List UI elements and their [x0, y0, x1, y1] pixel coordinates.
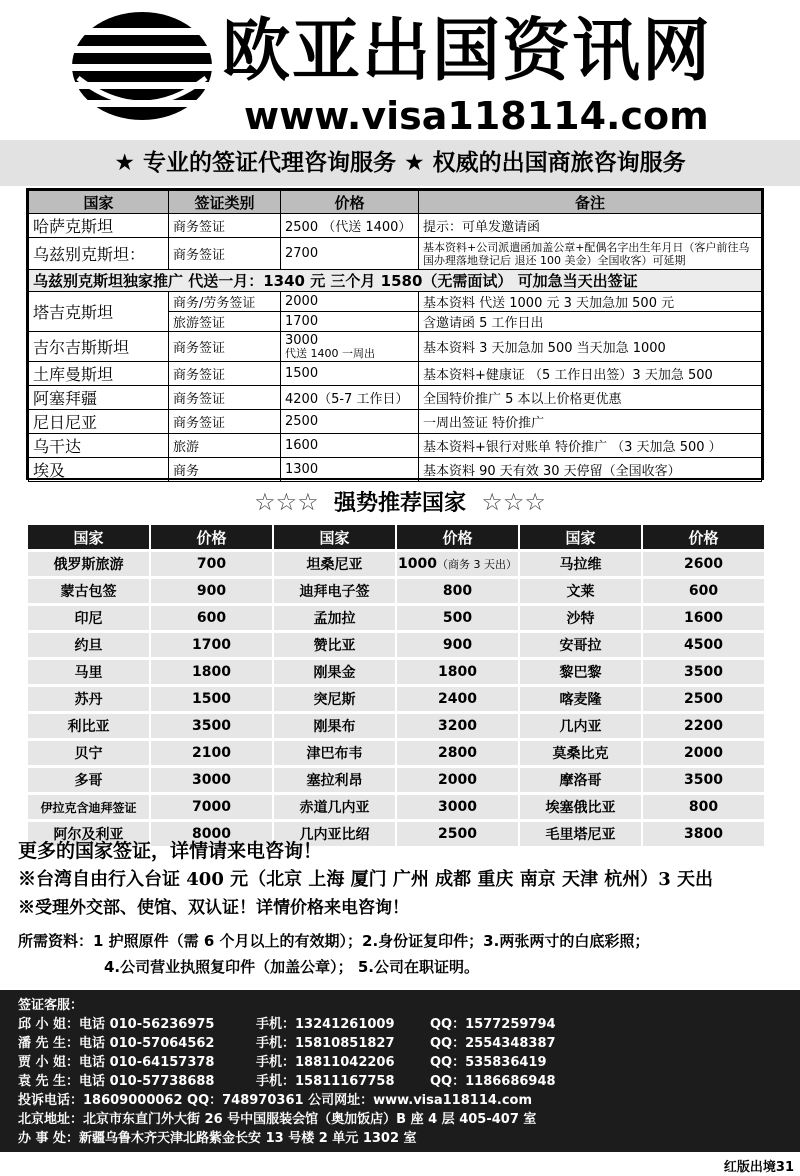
note-cell: 含邀请函 5 工作日出: [419, 312, 762, 332]
price-cell: [151, 714, 272, 738]
price-cell: [643, 660, 764, 684]
contact-mobile[interactable]: 手机：18811042206: [256, 1055, 395, 1070]
country-cell: 阿塞拜疆: [29, 386, 169, 410]
country-cell: 赞比亚: [274, 633, 395, 657]
country-cell: 摩洛哥: [520, 768, 641, 792]
visa-table-header: [29, 191, 762, 214]
col-header-country: 国家: [29, 191, 169, 214]
price-cell: [643, 687, 764, 711]
price-cell: 2000: [281, 292, 419, 312]
country-cell: 迪拜电子签: [274, 579, 395, 603]
page-label: 红版出境31: [723, 1160, 794, 1175]
price-cell: 2500: [281, 410, 419, 434]
contact-panel: [0, 990, 800, 1152]
price-cell: [151, 768, 272, 792]
contact-mobile[interactable]: 手机：15811167758: [256, 1074, 395, 1089]
price-value: 3500: [192, 718, 231, 734]
price-cell: [397, 552, 518, 576]
price-value: 800: [688, 799, 719, 815]
price-value: 3200: [438, 718, 477, 734]
price-value: 3000: [438, 799, 477, 815]
price-cell: [397, 714, 518, 738]
country-cell: 马里: [28, 660, 149, 684]
visa-price-table: [26, 188, 764, 480]
price-cell: [643, 714, 764, 738]
complaint-text[interactable]: 投诉电话：18609000062 QQ：748970361 公司网址：www.visa118114.com: [18, 1093, 533, 1108]
country-cell: 俄罗斯旅游: [28, 552, 149, 576]
type-cell: 商务签证: [169, 214, 281, 238]
col-header-note: 备注: [419, 191, 762, 214]
price-value: 2100: [192, 745, 231, 761]
note-cell: 基本资料+银行对账单 特价推广 （3 天加急 500 ）: [419, 434, 762, 458]
note-cell: 基本资料 90 天有效 30 天停留（全国收客）: [419, 458, 762, 482]
table-row: [29, 410, 762, 434]
price-value: 8000: [192, 826, 231, 842]
note-cell: 基本资料 代送 1000 元 3 天加急加 500 元: [419, 292, 762, 312]
table-row: [28, 552, 764, 576]
price-value: 800: [442, 583, 473, 599]
country-cell: 孟加拉: [274, 606, 395, 630]
price-cell: [397, 660, 518, 684]
type-cell: 商务签证: [169, 332, 281, 362]
recommend-title: 强势推荐国家: [333, 491, 466, 516]
price-cell: [397, 795, 518, 819]
price-cell: 1300: [281, 458, 419, 482]
type-cell: 商务: [169, 458, 281, 482]
price-value: 1800: [438, 664, 477, 680]
price-value: 2200: [684, 718, 723, 734]
footer: [0, 1152, 800, 1176]
contact-row: [18, 1072, 782, 1091]
price-cell: [643, 768, 764, 792]
type-cell: 商务签证: [169, 238, 281, 270]
country-cell: 津巴布韦: [274, 741, 395, 765]
table-row: [29, 362, 762, 386]
price-cell: [397, 606, 518, 630]
site-title: 欧亚出国资讯网: [222, 12, 713, 91]
price-cell: 4200（5-7 工作日）: [281, 386, 419, 410]
country-cell: 吉尔吉斯斯坦: [29, 332, 169, 362]
table-row: [28, 768, 764, 792]
price-value: 2800: [438, 745, 477, 761]
price-cell: [643, 741, 764, 765]
table-row: [29, 332, 762, 362]
price-cell: [643, 606, 764, 630]
note-cell: 全国特价推广 5 本以上价格更优惠: [419, 386, 762, 410]
price-cell: [151, 552, 272, 576]
recommend-table-header: [28, 525, 764, 549]
price-cell: [151, 606, 272, 630]
info-section: [18, 836, 788, 980]
col-header-price: 价格: [397, 525, 518, 549]
price-value: 700: [196, 556, 227, 572]
table-row: [28, 795, 764, 819]
country-cell: 刚果金: [274, 660, 395, 684]
price-value: 1700: [192, 637, 231, 653]
table-row: [28, 606, 764, 630]
embassy-service-note: ※受理外交部、使馆、双认证！详情价格来电咨询！: [18, 898, 409, 918]
required-docs-line-2: 4.公司营业执照复印件（加盖公章）； 5.公司在职证明。: [104, 958, 479, 976]
recommend-table: [26, 522, 766, 849]
note-cell: 基本资料 3 天加急加 500 当天加急 1000: [419, 332, 762, 362]
price-cell: [397, 633, 518, 657]
contact-phone[interactable]: 袁 先 生：电话 010-57738688: [18, 1074, 215, 1089]
price-sub: 代送 1400 一周出: [285, 346, 375, 360]
country-cell: 贝宁: [28, 741, 149, 765]
country-cell: 尼日尼亚: [29, 410, 169, 434]
taiwan-permit-note: ※台湾自由行入台证 400 元（北京 上海 厦门 广州 成都 重庆 南京 天津 杭州）3 天出: [18, 869, 714, 890]
country-cell: 莫桑比克: [520, 741, 641, 765]
price-cell: 1500: [281, 362, 419, 386]
contact-qq[interactable]: QQ：1186686948: [430, 1074, 556, 1089]
contact-phone[interactable]: 潘 先 生：电话 010-57064562: [18, 1036, 215, 1051]
price-cell: 1600: [281, 434, 419, 458]
price-note: （商务 3 天出）: [436, 558, 517, 571]
country-cell: 伊拉克含迪拜签证: [28, 795, 149, 819]
price-value: 2600: [684, 556, 723, 572]
country-cell: 阿尔及利亚: [28, 822, 149, 846]
country-cell: 乌兹别克斯坦：: [29, 238, 169, 270]
type-cell: 商务签证: [169, 410, 281, 434]
price-cell: [151, 633, 272, 657]
contact-qq[interactable]: QQ：1577259794: [430, 1017, 556, 1032]
contact-row: [18, 1034, 782, 1053]
globe-logo-icon: [68, 8, 216, 124]
price-cell: [281, 332, 419, 362]
price-cell: [151, 660, 272, 684]
country-cell: 多哥: [28, 768, 149, 792]
country-cell: 约旦: [28, 633, 149, 657]
table-row: [29, 458, 762, 482]
contact-row: [18, 1015, 782, 1034]
type-cell: 旅游签证: [169, 312, 281, 332]
type-cell: 商务签证: [169, 386, 281, 410]
country-cell: 埃塞俄比亚: [520, 795, 641, 819]
office-address-line: [18, 1129, 782, 1148]
contact-mobile[interactable]: 手机：13241261009: [256, 1017, 395, 1032]
col-header-country: 国家: [520, 525, 641, 549]
table-row: [29, 270, 762, 292]
contact-row: [18, 1053, 782, 1072]
table-row: [29, 214, 762, 238]
type-cell: 商务/劳务签证: [169, 292, 281, 312]
price-cell: [397, 768, 518, 792]
type-cell: 旅游: [169, 434, 281, 458]
country-cell: 塔吉克斯坦: [29, 292, 169, 332]
country-cell: 喀麦隆: [520, 687, 641, 711]
price-value: 1600: [684, 610, 723, 626]
col-header-country: 国家: [28, 525, 149, 549]
price-value: 3500: [684, 664, 723, 680]
price-value: 2000: [438, 772, 477, 788]
col-header-price: 价格: [151, 525, 272, 549]
promo-cell: 乌兹别克斯坦独家推广 代送一月：1340 元 三个月 1580（无需面试） 可加急当天出签证: [29, 270, 762, 292]
price-main: 3000: [285, 332, 319, 348]
more-countries-note: 更多的国家签证，详情请来电咨询！: [18, 840, 323, 862]
table-row: [29, 292, 762, 312]
price-value: 3500: [684, 772, 723, 788]
price-value: 2000: [684, 745, 723, 761]
price-value: 1800: [192, 664, 231, 680]
price-cell: [397, 741, 518, 765]
stars-right-icon: ☆☆☆: [481, 488, 546, 516]
site-url[interactable]: www.visa118114.com: [244, 94, 709, 138]
country-cell: 几内亚比绍: [274, 822, 395, 846]
header: [0, 0, 800, 140]
beijing-address-line: [18, 1110, 782, 1129]
price-value: 600: [196, 610, 227, 626]
price-value: 3800: [684, 826, 723, 842]
country-cell: 埃及: [29, 458, 169, 482]
note-cell: 一周出签证 特价推广: [419, 410, 762, 434]
price-cell: [151, 741, 272, 765]
price-value: 2500: [438, 826, 477, 842]
stars-left-icon: ☆☆☆: [254, 488, 319, 516]
country-cell: 沙特: [520, 606, 641, 630]
table-row: [28, 660, 764, 684]
price-cell: 1700: [281, 312, 419, 332]
price-cell: [397, 687, 518, 711]
country-cell: 安哥拉: [520, 633, 641, 657]
country-cell: 塞拉利昂: [274, 768, 395, 792]
price-cell: [643, 795, 764, 819]
price-cell: [151, 579, 272, 603]
country-cell: 乌干达: [29, 434, 169, 458]
contact-phone[interactable]: 邱 小 姐：电话 010-56236975: [18, 1017, 215, 1032]
country-cell: 利比亚: [28, 714, 149, 738]
contact-mobile[interactable]: 手机：15810851827: [256, 1036, 395, 1051]
contact-heading: [18, 996, 782, 1015]
price-value: 600: [688, 583, 719, 599]
col-header-price: 价格: [643, 525, 764, 549]
country-cell: 刚果布: [274, 714, 395, 738]
price-cell: [151, 795, 272, 819]
price-value: 1500: [192, 691, 231, 707]
country-cell: 苏丹: [28, 687, 149, 711]
country-cell: 毛里塔尼亚: [520, 822, 641, 846]
table-row: [28, 687, 764, 711]
price-value: 4500: [684, 637, 723, 653]
office-address: 办 事 处：新疆乌鲁木齐天津北路紫金长安 13 号楼 2 单元 1302 室: [18, 1131, 417, 1146]
price-cell: [643, 552, 764, 576]
price-value: 1000: [398, 556, 437, 572]
country-cell: 土库曼斯坦: [29, 362, 169, 386]
contact-heading-text: 签证客服：: [18, 998, 84, 1013]
service-banner: ★ 专业的签证代理咨询服务 ★ 权威的出国商旅咨询服务: [0, 140, 800, 186]
complaint-line: [18, 1091, 782, 1110]
country-cell: 黎巴黎: [520, 660, 641, 684]
price-value: 7000: [192, 799, 231, 815]
note-cell: 基本资料+公司派遣函加盖公章+配偶名字出生年月日（客户前往乌国办理落地登记后 退还 100 美金）全国收客）可延期: [419, 238, 762, 270]
price-value: 500: [442, 610, 473, 626]
country-cell: 突尼斯: [274, 687, 395, 711]
price-value: 2500: [684, 691, 723, 707]
contact-qq[interactable]: QQ：2554348387: [430, 1036, 556, 1051]
price-cell: 2700: [281, 238, 419, 270]
country-cell: 赤道几内亚: [274, 795, 395, 819]
country-cell: 几内亚: [520, 714, 641, 738]
table-row: [28, 633, 764, 657]
col-header-type: 签证类别: [169, 191, 281, 214]
note-cell: 提示：可单发邀请函: [419, 214, 762, 238]
table-row: [28, 579, 764, 603]
table-row: [28, 741, 764, 765]
col-header-price: 价格: [281, 191, 419, 214]
price-value: 900: [442, 637, 473, 653]
price-value: 900: [196, 583, 227, 599]
country-cell: 印尼: [28, 606, 149, 630]
country-cell: 哈萨克斯坦: [29, 214, 169, 238]
required-docs-line-1: 所需资料：1 护照原件（需 6 个月以上的有效期）；2.身份证复印件；3.两张两寸的白底彩照；: [18, 932, 650, 950]
table-row: [29, 238, 762, 270]
col-header-country: 国家: [274, 525, 395, 549]
price-cell: [151, 687, 272, 711]
price-value: 3000: [192, 772, 231, 788]
note-cell: 基本资料+健康证 （5 工作日出签）3 天加急 500: [419, 362, 762, 386]
table-row: [28, 714, 764, 738]
table-row: [29, 434, 762, 458]
contact-phone[interactable]: 贾 小 姐：电话 010-64157378: [18, 1055, 215, 1070]
recommend-heading: [0, 487, 800, 519]
price-cell: [643, 579, 764, 603]
price-cell: [397, 579, 518, 603]
price-cell: 2500 （代送 1400）: [281, 214, 419, 238]
price-cell: [643, 633, 764, 657]
country-cell: 蒙古包签: [28, 579, 149, 603]
contact-qq[interactable]: QQ：535836419: [430, 1055, 547, 1070]
table-row: [29, 386, 762, 410]
type-cell: 商务签证: [169, 362, 281, 386]
price-value: 2400: [438, 691, 477, 707]
country-cell: 文莱: [520, 579, 641, 603]
country-cell: 坦桑尼亚: [274, 552, 395, 576]
beijing-address: 北京地址：北京市东直门外大街 26 号中国服装会馆（奥加饭店）B 座 4 层 405-407 室: [18, 1112, 537, 1127]
country-cell: 马拉维: [520, 552, 641, 576]
